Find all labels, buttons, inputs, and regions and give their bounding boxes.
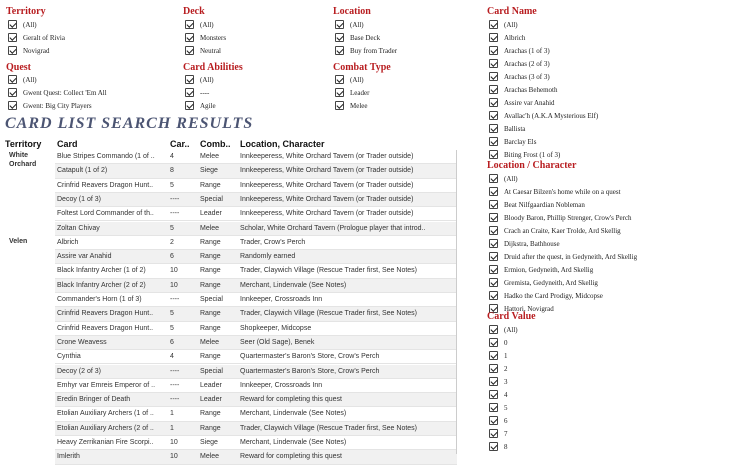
filter-option-label: (All) (350, 20, 364, 29)
checkbox-checked-icon[interactable] (489, 278, 498, 287)
table-row[interactable] (5, 264, 457, 278)
combat-type-cell: Siege (200, 439, 218, 446)
filter-option[interactable] (489, 198, 729, 211)
filter-option[interactable] (489, 122, 729, 135)
filter-option[interactable] (489, 323, 729, 336)
filter-option[interactable] (489, 237, 729, 250)
filter-option-label: 1 (504, 351, 508, 360)
checkbox-checked-icon[interactable] (489, 338, 498, 347)
filter-option[interactable] (489, 83, 729, 96)
column-header-cards[interactable]: Car.. (170, 139, 190, 149)
location-filter-list (335, 18, 475, 57)
checkbox-checked-icon[interactable] (8, 101, 17, 110)
location-cell: Trader, Claywich Village (Rescue Trader first, See Notes) (240, 267, 418, 275)
checkbox-checked-icon[interactable] (489, 291, 498, 300)
filter-option[interactable] (489, 349, 729, 362)
filter-option-label: Geralt of Rivia (23, 33, 65, 42)
filter-option-label: Novigrad (23, 46, 50, 55)
filter-option-label: Druid after the quest, in Gedyneith, Ard Skellig (504, 252, 638, 261)
card-count-cell: ---- (170, 210, 180, 218)
table-divider (456, 150, 457, 454)
filter-option-label: (All) (504, 174, 518, 183)
combat-type-cell: Range (200, 181, 221, 189)
card-abilities-filter-title: Card Abilities (183, 62, 243, 73)
table-row[interactable] (5, 293, 457, 307)
checkbox-checked-icon[interactable] (489, 226, 498, 235)
card-name-cell: Imlerith (57, 453, 80, 461)
card-name-filter-title: Card Name (487, 6, 537, 17)
combat-type-cell: Range (200, 324, 221, 332)
location-cell: Trader, Crow's Perch (240, 238, 306, 246)
filter-option-label: Melee (350, 101, 368, 110)
card-count-cell: ---- (170, 367, 180, 375)
table-row[interactable] (5, 307, 457, 321)
table-row[interactable] (5, 407, 457, 421)
filter-option-label: 7 (504, 429, 508, 438)
combat-type-cell: Range (200, 267, 221, 275)
filter-option-label: Buy from Trader (350, 46, 398, 55)
filter-option-label: Bloody Baron, Phillip Strenger, Crow's Perch (504, 213, 632, 222)
checkbox-checked-icon[interactable] (489, 200, 498, 209)
card-name-cell: Crone Weavess (57, 338, 107, 346)
table-row[interactable] (5, 436, 457, 450)
filter-option-label: Arachas (3 of 3) (504, 72, 550, 81)
card-name-cell: Black Infantry Archer (2 of 2) (57, 281, 146, 289)
card-name-cell: Crinfrid Reavers Dragon Hunt.. (57, 310, 154, 318)
location-cell: Trader, Claywich Village (Rescue Trader first, See Notes) (240, 310, 418, 318)
filter-option[interactable] (489, 375, 729, 388)
filter-option[interactable] (489, 109, 729, 122)
filter-option-label: (All) (504, 20, 518, 29)
card-name-filter-list[interactable] (489, 18, 729, 157)
card-count-cell: ---- (170, 396, 180, 404)
checkbox-checked-icon[interactable] (489, 416, 498, 425)
filter-option[interactable] (8, 86, 168, 99)
combat-type-cell: Range (200, 424, 221, 432)
column-header-card[interactable]: Card (57, 139, 78, 149)
combat-type-cell: Melee (200, 153, 220, 160)
card-name-cell: Decoy (1 of 3) (57, 195, 101, 203)
table-row[interactable] (5, 207, 457, 221)
filter-option-label: 8 (504, 442, 508, 451)
filter-option[interactable] (335, 73, 475, 86)
filter-option[interactable] (8, 31, 168, 44)
filter-option-label: 6 (504, 416, 508, 425)
checkbox-checked-icon[interactable] (335, 75, 344, 84)
checkbox-checked-icon[interactable] (489, 85, 498, 94)
card-count-cell: 10 (170, 439, 178, 446)
filter-option-label: Agile (200, 101, 216, 110)
card-name-cell: Cynthia (57, 353, 81, 361)
filter-option[interactable] (489, 289, 729, 302)
filter-option-label: 5 (504, 403, 508, 412)
filter-option[interactable] (489, 211, 729, 224)
combat-type-filter-list[interactable] (335, 73, 475, 110)
filter-option[interactable] (489, 172, 729, 185)
location-cell: Shopkeeper, Midcopse (240, 324, 312, 332)
location-cell: Innkeeper, Crossroads Inn (240, 296, 323, 303)
location-cell: Innkeeperess, White Orchard Tavern (or Trader outside) (240, 195, 414, 203)
combat-type-cell: Range (200, 281, 221, 289)
checkbox-checked-icon[interactable] (335, 33, 344, 42)
card-name-cell: Zoltan Chivay (57, 224, 100, 232)
checkbox-checked-icon[interactable] (489, 111, 498, 120)
filter-option-label: Gremista, Gedyneith, Ard Skellig (504, 278, 598, 287)
filter-option[interactable] (489, 440, 729, 453)
combat-type-cell: Range (200, 238, 221, 246)
filter-option-label: Hattori, Novigrad (504, 304, 554, 313)
filter-option-label: Ermion, Gedyneith, Ard Skellig (504, 265, 594, 274)
filter-option[interactable] (489, 401, 729, 414)
card-count-cell: 4 (170, 353, 174, 361)
filter-option[interactable] (489, 276, 729, 289)
location-cell: Innkeeperess, White Orchard Tavern (or Trader outside) (240, 153, 414, 160)
filter-option-label: Barclay Els (504, 137, 537, 146)
checkbox-checked-icon[interactable] (489, 364, 498, 373)
filter-option[interactable] (489, 70, 729, 83)
filter-option-label: Beat Nilfgaardian Nobleman (504, 200, 585, 209)
location-cell: Randomly earned (240, 253, 296, 261)
filter-option[interactable] (335, 44, 475, 57)
card-value-filter-title: Card Value (487, 311, 536, 322)
card-name-cell: Etolian Auxiliary Archers (1 of .. (57, 410, 154, 418)
location-cell: Trader, Claywich Village (Rescue Trader first, See Notes) (240, 424, 418, 432)
checkbox-checked-icon[interactable] (489, 174, 498, 183)
checkbox-checked-icon[interactable] (489, 187, 498, 196)
combat-type-filter-title: Combat Type (333, 62, 391, 73)
card-name-cell: Catapult (1 of 2) (57, 167, 108, 175)
checkbox-checked-icon[interactable] (8, 20, 17, 29)
filter-option-label: Arachas (2 of 3) (504, 59, 550, 68)
column-header-location[interactable]: Location, Character (240, 139, 325, 149)
filter-option-label: Dijkstra, Bathhouse (504, 239, 560, 248)
location-cell: Quartermaster's Baron's Store, Crow's Perch (240, 353, 380, 361)
checkbox-checked-icon[interactable] (489, 150, 498, 159)
combat-type-cell: Melee (200, 224, 220, 232)
table-row[interactable] (5, 179, 457, 193)
filter-option[interactable] (489, 250, 729, 263)
checkbox-checked-icon[interactable] (335, 101, 344, 110)
table-row[interactable] (5, 150, 457, 164)
filter-option[interactable] (489, 336, 729, 349)
filter-option[interactable] (489, 414, 729, 427)
card-name-cell: Heavy Zerrikanian Fire Scorpi.. (57, 439, 154, 446)
checkbox-checked-icon[interactable] (489, 390, 498, 399)
filter-option[interactable] (185, 86, 325, 99)
table-row[interactable] (5, 164, 457, 178)
filter-option-label: (All) (23, 20, 37, 29)
checkbox-checked-icon[interactable] (489, 403, 498, 412)
filter-option[interactable] (489, 185, 729, 198)
filter-option-label: Ballista (504, 124, 526, 133)
combat-type-cell: Special (200, 367, 223, 375)
deck-filter-list (185, 18, 325, 57)
card-count-cell: 1 (170, 424, 174, 432)
checkbox-checked-icon[interactable] (489, 325, 498, 334)
location-character-filter-title: Location / Character (487, 160, 577, 171)
checkbox-checked-icon[interactable] (489, 351, 498, 360)
checkbox-checked-icon[interactable] (185, 75, 194, 84)
checkbox-checked-icon[interactable] (489, 20, 498, 29)
deck-filter-title: Deck (183, 6, 205, 17)
combat-type-cell: Melee (200, 453, 220, 461)
filter-option-label: 3 (504, 377, 508, 386)
card-count-cell: 5 (170, 181, 174, 189)
filter-option-label: Gwent Quest: Collect 'Em All (23, 88, 107, 97)
table-row[interactable] (5, 336, 457, 350)
location-cell: Merchant, Lindenvale (See Notes) (240, 281, 347, 289)
location-cell: Merchant, Lindenvale (See Notes) (240, 410, 347, 418)
filter-option[interactable] (489, 263, 729, 276)
table-row[interactable] (5, 393, 457, 407)
location-cell: Quartermaster's Baron's Store, Crow's Perch (240, 367, 380, 375)
table-row[interactable] (5, 365, 457, 379)
checkbox-checked-icon[interactable] (489, 98, 498, 107)
checkbox-checked-icon[interactable] (489, 239, 498, 248)
checkbox-checked-icon[interactable] (185, 33, 194, 42)
card-name-cell: Decoy (2 of 3) (57, 367, 101, 375)
card-count-cell: 2 (170, 238, 174, 246)
card-value-filter-list[interactable] (489, 323, 729, 454)
checkbox-checked-icon[interactable] (489, 252, 498, 261)
filter-option[interactable] (489, 44, 729, 57)
filter-option[interactable] (489, 31, 729, 44)
card-count-cell: ---- (170, 195, 180, 203)
combat-type-cell: Range (200, 310, 221, 318)
filter-option[interactable] (8, 18, 168, 31)
checkbox-checked-icon[interactable] (489, 72, 498, 81)
territory-group-label: Velen (9, 237, 28, 245)
filter-option-label: Biting Frost (1 of 3) (504, 150, 561, 159)
filter-option-label: (All) (23, 75, 37, 84)
card-abilities-filter-list[interactable] (185, 73, 325, 110)
checkbox-checked-icon[interactable] (489, 265, 498, 274)
card-name-cell: Commander's Horn (1 of 3) (57, 296, 142, 303)
checkbox-checked-icon[interactable] (489, 59, 498, 68)
location-cell: Seer (Old Sage), Benek (240, 338, 315, 346)
filter-option[interactable] (335, 18, 475, 31)
checkbox-checked-icon[interactable] (489, 33, 498, 42)
filter-option-label: Assire var Anahid (504, 98, 555, 107)
filter-option[interactable] (185, 99, 325, 112)
location-character-filter-list[interactable] (489, 172, 729, 313)
filter-option[interactable] (489, 362, 729, 375)
territory-filter-title: Territory (6, 6, 46, 17)
table-row[interactable] (5, 450, 457, 464)
checkbox-checked-icon[interactable] (8, 33, 17, 42)
quest-filter-list[interactable] (8, 73, 168, 110)
location-cell: Innkeeper, Crossroads Inn (240, 381, 323, 389)
combat-type-cell: Range (200, 410, 221, 418)
card-count-cell: 10 (170, 267, 178, 275)
filter-option-label: At Caesar Bilzen's home while on a quest (504, 187, 621, 196)
checkbox-checked-icon[interactable] (185, 46, 194, 55)
filter-option-label: Hadko the Card Prodigy, Midcopse (504, 291, 603, 300)
checkbox-checked-icon[interactable] (489, 442, 498, 451)
filter-option-label: Albrich (504, 33, 526, 42)
checkbox-checked-icon[interactable] (335, 88, 344, 97)
checkbox-checked-icon[interactable] (489, 46, 498, 55)
column-header-combat[interactable]: Comb.. (200, 139, 231, 149)
checkbox-checked-icon[interactable] (185, 101, 194, 110)
filter-option-label: Arachas (1 of 3) (504, 46, 550, 55)
card-count-cell: 1 (170, 410, 174, 418)
table-row[interactable] (5, 422, 457, 436)
combat-type-cell: Leader (200, 381, 222, 389)
combat-type-cell: Leader (200, 396, 222, 404)
filter-option-label: Gwent: Big City Players (23, 101, 92, 110)
combat-type-cell: Melee (200, 338, 220, 346)
table-row[interactable] (5, 279, 457, 293)
combat-type-cell: Special (200, 195, 223, 203)
card-count-cell: 6 (170, 253, 174, 261)
filter-option[interactable] (335, 99, 475, 112)
territory-group-label: White Orchard (9, 152, 37, 168)
checkbox-checked-icon[interactable] (489, 124, 498, 133)
table-row[interactable] (5, 193, 457, 207)
filter-option[interactable] (185, 73, 325, 86)
card-name-cell: Etolian Auxiliary Archers (2 of .. (57, 424, 154, 432)
filter-option-label: (All) (200, 75, 214, 84)
checkbox-checked-icon[interactable] (185, 88, 194, 97)
table-row[interactable] (5, 350, 457, 364)
checkbox-checked-icon[interactable] (8, 75, 17, 84)
filter-option[interactable] (489, 427, 729, 440)
checkbox-checked-icon[interactable] (8, 46, 17, 55)
filter-option[interactable] (8, 44, 168, 57)
filter-option[interactable] (185, 44, 325, 57)
territory-filter-list (8, 18, 168, 57)
checkbox-checked-icon[interactable] (335, 20, 344, 29)
checkbox-checked-icon[interactable] (489, 377, 498, 386)
card-count-cell: 5 (170, 324, 174, 332)
table-row[interactable] (5, 250, 457, 264)
filter-option[interactable] (489, 388, 729, 401)
card-count-cell: 10 (170, 281, 178, 289)
location-cell: Innkeeperess, White Orchard Tavern (or Trader outside) (240, 167, 414, 175)
filter-option-label: 2 (504, 364, 508, 373)
checkbox-checked-icon[interactable] (185, 20, 194, 29)
table-row[interactable] (5, 379, 457, 393)
card-name-cell: Foltest Lord Commander of th.. (57, 210, 154, 218)
quest-filter-title: Quest (6, 62, 31, 73)
table-row[interactable] (5, 322, 457, 336)
card-name-cell: Eredin Bringer of Death (57, 396, 131, 404)
combat-type-cell: Leader (200, 210, 222, 218)
filter-option[interactable] (489, 135, 729, 148)
filter-option-label: Neutral (200, 46, 221, 55)
filter-option[interactable] (185, 31, 325, 44)
checkbox-checked-icon[interactable] (8, 88, 17, 97)
filter-option-label: 4 (504, 390, 508, 399)
location-cell: Reward for completing this quest (240, 453, 342, 461)
card-count-cell: ---- (170, 296, 180, 303)
combat-type-cell: Range (200, 253, 221, 261)
filter-option-label: Arachas Behemoth (504, 85, 558, 94)
card-count-cell: 5 (170, 310, 174, 318)
filter-option-label: Base Deck (350, 33, 381, 42)
combat-type-cell: Siege (200, 167, 218, 175)
combat-type-cell: Range (200, 353, 221, 361)
filter-option-label: Avallac'h (A.K.A Mysterious Elf) (504, 111, 599, 120)
filter-option[interactable] (489, 224, 729, 237)
table-row[interactable] (5, 236, 457, 250)
filter-option-label: 0 (504, 338, 508, 347)
checkbox-checked-icon[interactable] (489, 213, 498, 222)
filter-option-label: (All) (200, 20, 214, 29)
filter-option-label: (All) (350, 75, 364, 84)
results-title: CARD LIST SEARCH RESULTS (5, 115, 254, 132)
checkbox-checked-icon[interactable] (489, 137, 498, 146)
filter-option-label: ---- (200, 88, 210, 97)
location-cell: Reward for completing this quest (240, 396, 342, 404)
filter-option[interactable] (8, 99, 168, 112)
table-row[interactable] (5, 222, 457, 236)
column-header-territory[interactable]: Territory (5, 139, 42, 149)
filter-option[interactable] (335, 31, 475, 44)
card-name-cell: Blue Stripes Commando (1 of .. (57, 153, 155, 160)
filter-option[interactable] (489, 18, 729, 31)
card-count-cell: 8 (170, 167, 174, 175)
checkbox-checked-icon[interactable] (335, 46, 344, 55)
combat-type-cell: Special (200, 296, 223, 303)
location-cell: Scholar, White Orchard Tavern (Prologue player that introd.. (240, 224, 426, 232)
filter-option-label: Leader (350, 88, 370, 97)
location-cell: Merchant, Lindenvale (See Notes) (240, 439, 347, 446)
filter-option[interactable] (185, 18, 325, 31)
card-count-cell: 10 (170, 453, 178, 461)
card-count-cell: 5 (170, 224, 174, 232)
results-table (5, 150, 457, 465)
filter-option[interactable] (489, 57, 729, 70)
card-name-cell: Crinfrid Reavers Dragon Hunt.. (57, 181, 154, 189)
card-count-cell: 4 (170, 153, 174, 160)
location-cell: Innkeeperess, White Orchard Tavern (or Trader outside) (240, 181, 414, 189)
location-filter-title: Location (333, 6, 371, 17)
card-name-cell: Albrich (57, 238, 79, 246)
card-count-cell: ---- (170, 381, 180, 389)
card-name-cell: Emhyr var Emreis Emperor of .. (57, 381, 156, 389)
card-count-cell: 6 (170, 338, 174, 346)
location-cell: Innkeeperess, White Orchard Tavern (or Trader outside) (240, 210, 414, 218)
filter-option[interactable] (489, 96, 729, 109)
checkbox-checked-icon[interactable] (489, 429, 498, 438)
filter-option-label: Monsters (200, 33, 227, 42)
card-name-cell: Black Infantry Archer (1 of 2) (57, 267, 146, 275)
filter-option[interactable] (8, 73, 168, 86)
filter-option-label: (All) (504, 325, 518, 334)
card-name-cell: Assire var Anahid (57, 253, 112, 261)
card-name-cell: Crinfrid Reavers Dragon Hunt.. (57, 324, 154, 332)
filter-option-label: Crach an Craite, Kaer Trolde, Ard Skellig (504, 226, 621, 235)
filter-option[interactable] (335, 86, 475, 99)
